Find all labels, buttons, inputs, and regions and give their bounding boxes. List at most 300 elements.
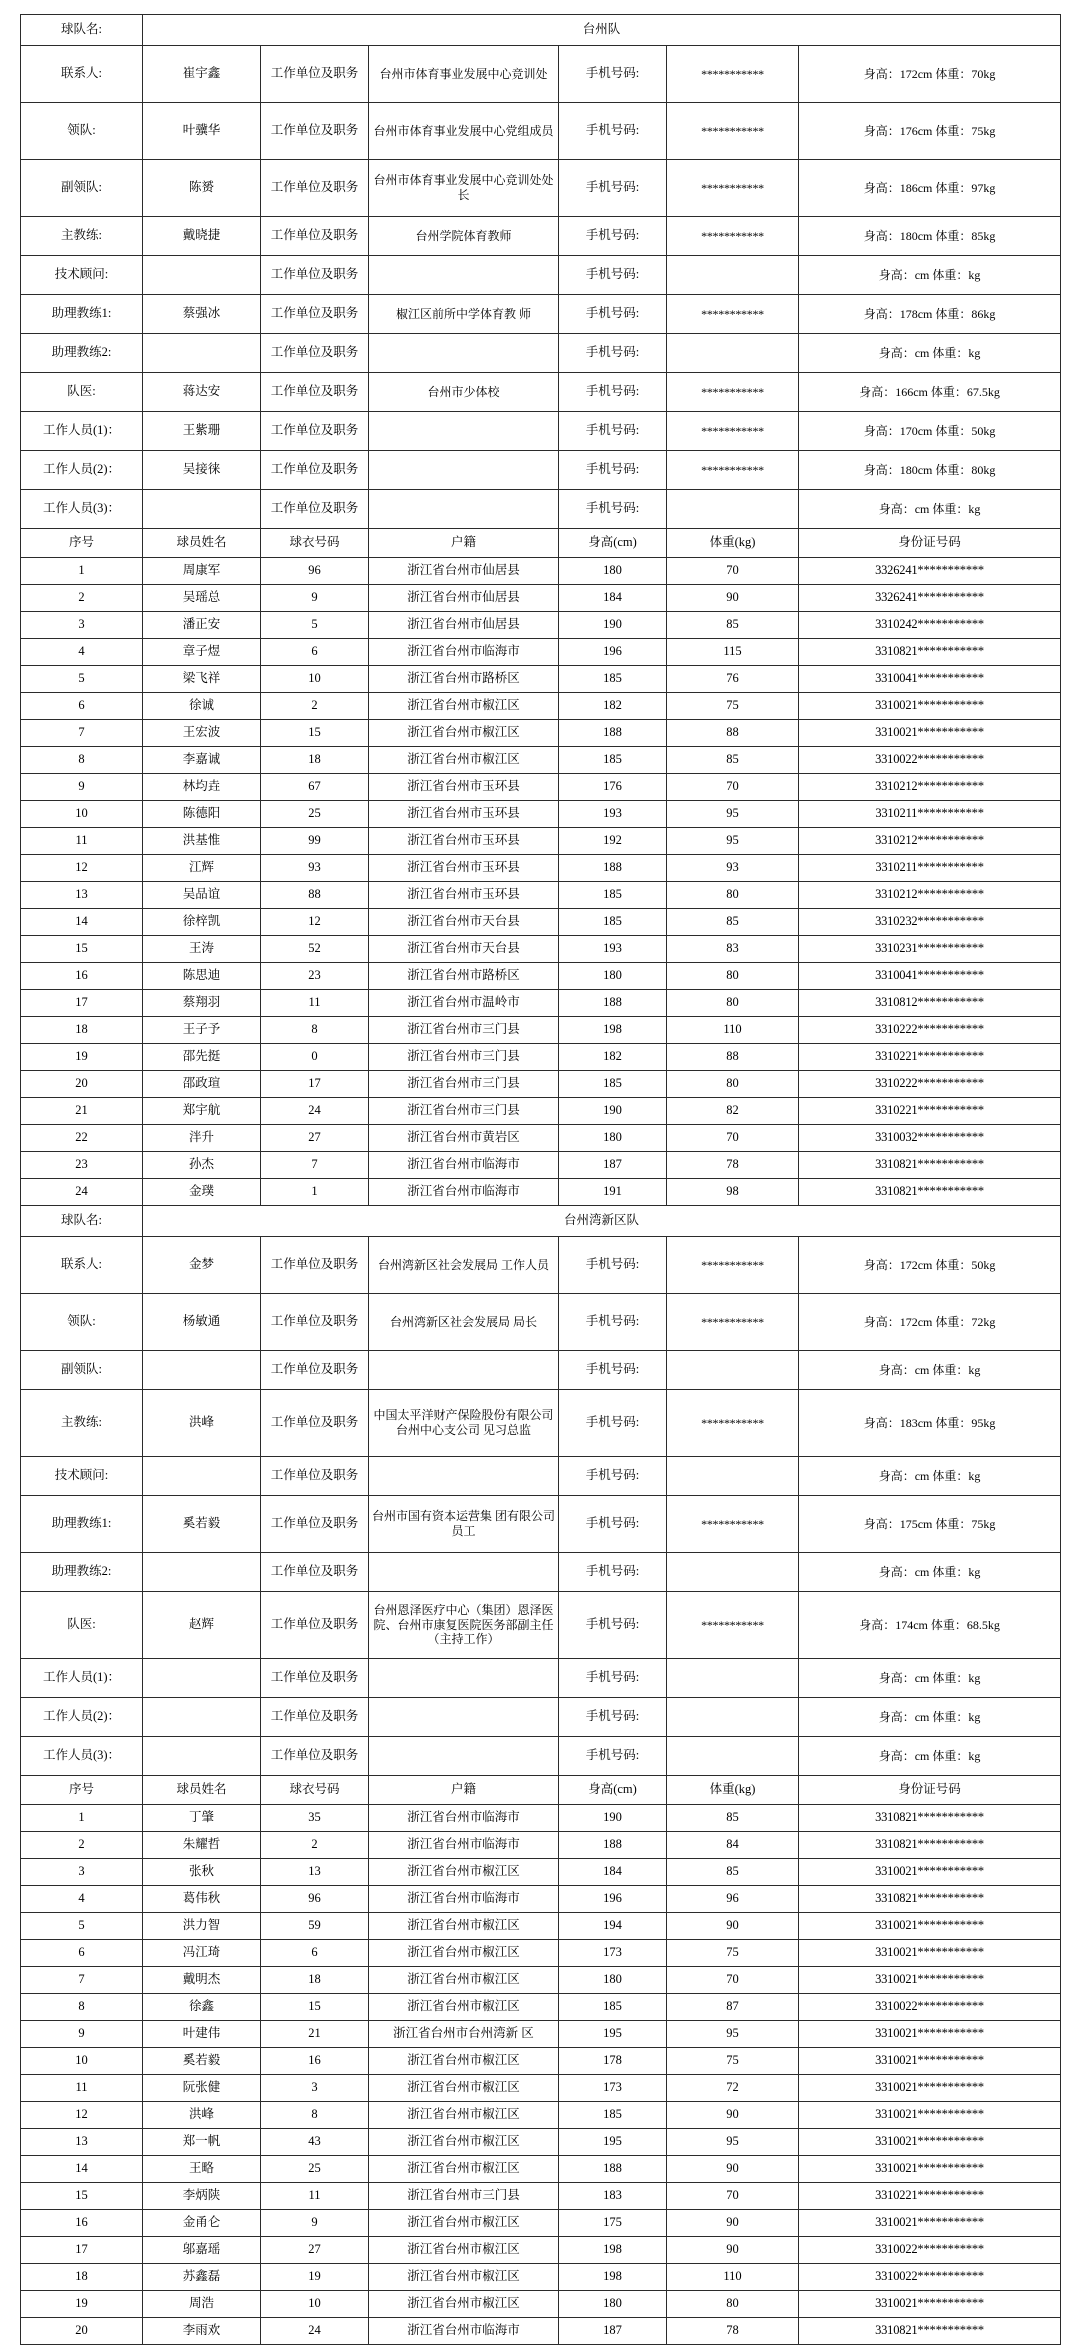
- player-index: 24: [21, 1179, 143, 1206]
- staff-phone-label: 手机号码:: [559, 46, 667, 103]
- player-column-header: 体重(kg): [667, 529, 799, 558]
- player-weight: 90: [667, 2210, 799, 2237]
- staff-name: [143, 490, 261, 529]
- team-name-label: 球队名:: [21, 15, 143, 46]
- player-row: [21, 1125, 1061, 1152]
- player-height: 182: [559, 693, 667, 720]
- player-height: 185: [559, 1071, 667, 1098]
- player-origin: 浙江省台州市黄岩区: [369, 1125, 559, 1152]
- staff-unit-value: 台州恩泽医疗中心（集团）恩泽医院、台州市康复医院医务部副主任（主持工作）: [369, 1592, 559, 1659]
- player-origin: 浙江省台州市临海市: [369, 639, 559, 666]
- player-origin: 浙江省台州市三门县: [369, 1044, 559, 1071]
- player-weight: 88: [667, 1044, 799, 1071]
- staff-unit-value: [369, 334, 559, 373]
- player-id-number: 3310821***********: [799, 1832, 1061, 1859]
- staff-unit-label: 工作单位及职务: [261, 1659, 369, 1698]
- player-shirt-number: 2: [261, 1832, 369, 1859]
- player-column-header: 户籍: [369, 529, 559, 558]
- player-column-header: 序号: [21, 1776, 143, 1805]
- player-index: 2: [21, 585, 143, 612]
- player-weight: 98: [667, 1179, 799, 1206]
- staff-name: 金梦: [143, 1237, 261, 1294]
- player-shirt-number: 15: [261, 1994, 369, 2021]
- player-height: 188: [559, 2156, 667, 2183]
- staff-name: [143, 1553, 261, 1592]
- staff-unit-value: 台州学院体育教师: [369, 217, 559, 256]
- player-origin: 浙江省台州市三门县: [369, 1098, 559, 1125]
- player-id-number: 3310221***********: [799, 1098, 1061, 1125]
- player-shirt-number: 11: [261, 2183, 369, 2210]
- staff-phone-value: ***********: [667, 1294, 799, 1351]
- staff-row: [21, 1237, 1061, 1294]
- player-name: 徐梓凯: [143, 909, 261, 936]
- staff-measure: 身高：166cm 体重：67.5kg: [799, 373, 1061, 412]
- player-index: 5: [21, 1913, 143, 1940]
- player-weight: 83: [667, 936, 799, 963]
- staff-phone-label: 手机号码:: [559, 1496, 667, 1553]
- player-id-number: 3310212***********: [799, 774, 1061, 801]
- staff-role-label: 副领队:: [21, 160, 143, 217]
- player-weight: 90: [667, 2156, 799, 2183]
- player-name: 王子予: [143, 1017, 261, 1044]
- player-name: 葛伟秋: [143, 1886, 261, 1913]
- player-row: [21, 1805, 1061, 1832]
- player-index: 22: [21, 1125, 143, 1152]
- staff-phone-value: [667, 1457, 799, 1496]
- staff-phone-label: 手机号码:: [559, 160, 667, 217]
- player-height: 173: [559, 2075, 667, 2102]
- player-id-number: 3310021***********: [799, 2129, 1061, 2156]
- staff-unit-label: 工作单位及职务: [261, 1294, 369, 1351]
- player-height: 191: [559, 1179, 667, 1206]
- staff-phone-value: ***********: [667, 1390, 799, 1457]
- player-weight: 70: [667, 558, 799, 585]
- player-origin: 浙江省台州市仙居县: [369, 558, 559, 585]
- staff-name: 吴接徕: [143, 451, 261, 490]
- player-id-number: 3310821***********: [799, 639, 1061, 666]
- staff-unit-value: [369, 1351, 559, 1390]
- player-origin: 浙江省台州市温岭市: [369, 990, 559, 1017]
- player-weight: 70: [667, 1967, 799, 1994]
- player-weight: 85: [667, 1859, 799, 1886]
- staff-measure: 身高：174cm 体重：68.5kg: [799, 1592, 1061, 1659]
- player-height: 184: [559, 1859, 667, 1886]
- staff-measure: 身高：172cm 体重：72kg: [799, 1294, 1061, 1351]
- player-origin: 浙江省台州市台州湾新 区: [369, 2021, 559, 2048]
- staff-phone-value: ***********: [667, 1496, 799, 1553]
- staff-phone-value: [667, 490, 799, 529]
- staff-unit-value: [369, 256, 559, 295]
- player-shirt-number: 9: [261, 2210, 369, 2237]
- staff-role-label: 工作人员(1)：: [21, 1659, 143, 1698]
- staff-unit-value: [369, 490, 559, 529]
- player-shirt-number: 21: [261, 2021, 369, 2048]
- player-origin: 浙江省台州市临海市: [369, 1832, 559, 1859]
- player-shirt-number: 3: [261, 2075, 369, 2102]
- player-id-number: 3310231***********: [799, 936, 1061, 963]
- staff-role-label: 工作人员(1)：: [21, 412, 143, 451]
- player-weight: 75: [667, 1940, 799, 1967]
- staff-measure: 身高：cm 体重：kg: [799, 334, 1061, 373]
- player-origin: 浙江省台州市椒江区: [369, 2237, 559, 2264]
- player-index: 12: [21, 855, 143, 882]
- player-name: 徐鑫: [143, 1994, 261, 2021]
- player-name: 李炳陕: [143, 2183, 261, 2210]
- player-index: 18: [21, 1017, 143, 1044]
- player-row: [21, 639, 1061, 666]
- player-row: [21, 936, 1061, 963]
- player-name: 蔡翔羽: [143, 990, 261, 1017]
- player-row: [21, 1994, 1061, 2021]
- roster-table: [20, 14, 1061, 2345]
- player-name: 金甬仑: [143, 2210, 261, 2237]
- player-weight: 76: [667, 666, 799, 693]
- player-index: 20: [21, 1071, 143, 1098]
- player-id-number: 3310021***********: [799, 1940, 1061, 1967]
- player-weight: 80: [667, 882, 799, 909]
- player-weight: 80: [667, 990, 799, 1017]
- player-origin: 浙江省台州市临海市: [369, 1152, 559, 1179]
- player-name: 洪力智: [143, 1913, 261, 1940]
- player-origin: 浙江省台州市椒江区: [369, 2156, 559, 2183]
- player-index: 10: [21, 801, 143, 828]
- player-shirt-number: 27: [261, 2237, 369, 2264]
- staff-name: 王紫珊: [143, 412, 261, 451]
- staff-measure: 身高：175cm 体重：75kg: [799, 1496, 1061, 1553]
- player-weight: 110: [667, 2264, 799, 2291]
- team-name-value: 台州队: [143, 15, 1061, 46]
- player-weight: 84: [667, 1832, 799, 1859]
- staff-name: [143, 1457, 261, 1496]
- player-height: 176: [559, 774, 667, 801]
- player-id-number: 3310021***********: [799, 720, 1061, 747]
- player-index: 23: [21, 1152, 143, 1179]
- player-weight: 85: [667, 1805, 799, 1832]
- player-row: [21, 909, 1061, 936]
- staff-measure: 身高：183cm 体重：95kg: [799, 1390, 1061, 1457]
- staff-name: [143, 256, 261, 295]
- staff-measure: 身高：cm 体重：kg: [799, 1659, 1061, 1698]
- staff-role-label: 队医:: [21, 373, 143, 412]
- staff-unit-label: 工作单位及职务: [261, 256, 369, 295]
- player-shirt-number: 23: [261, 963, 369, 990]
- staff-name: 叶骥华: [143, 103, 261, 160]
- player-shirt-number: 10: [261, 2291, 369, 2318]
- staff-role-label: 领队:: [21, 1294, 143, 1351]
- player-height: 178: [559, 2048, 667, 2075]
- staff-row: [21, 160, 1061, 217]
- player-name: 叶建伟: [143, 2021, 261, 2048]
- player-shirt-number: 35: [261, 1805, 369, 1832]
- team-name-row: [21, 1206, 1061, 1237]
- player-name: 林均垚: [143, 774, 261, 801]
- staff-name: 奚若毅: [143, 1496, 261, 1553]
- staff-role-label: 助理教练2:: [21, 1553, 143, 1592]
- staff-name: 陈赟: [143, 160, 261, 217]
- staff-row: [21, 1592, 1061, 1659]
- player-origin: 浙江省台州市临海市: [369, 1886, 559, 1913]
- staff-phone-value: [667, 1659, 799, 1698]
- player-name: 邬嘉瑶: [143, 2237, 261, 2264]
- player-name: 苏鑫磊: [143, 2264, 261, 2291]
- player-height: 185: [559, 2102, 667, 2129]
- player-name: 洪基惟: [143, 828, 261, 855]
- staff-row: [21, 373, 1061, 412]
- staff-unit-value: 台州湾新区社会发展局 局长: [369, 1294, 559, 1351]
- player-shirt-number: 25: [261, 801, 369, 828]
- player-row: [21, 882, 1061, 909]
- staff-unit-label: 工作单位及职务: [261, 490, 369, 529]
- player-name: 泮升: [143, 1125, 261, 1152]
- player-height: 192: [559, 828, 667, 855]
- player-id-number: 3310232***********: [799, 909, 1061, 936]
- staff-unit-label: 工作单位及职务: [261, 103, 369, 160]
- player-name: 章子煜: [143, 639, 261, 666]
- player-index: 14: [21, 909, 143, 936]
- staff-measure: 身高：178cm 体重：86kg: [799, 295, 1061, 334]
- staff-row: [21, 1351, 1061, 1390]
- player-id-number: 3310021***********: [799, 2021, 1061, 2048]
- player-shirt-number: 88: [261, 882, 369, 909]
- player-height: 193: [559, 801, 667, 828]
- staff-unit-label: 工作单位及职务: [261, 1592, 369, 1659]
- staff-phone-label: 手机号码:: [559, 1237, 667, 1294]
- staff-role-label: 工作人员(2)：: [21, 1698, 143, 1737]
- player-column-header: 身高(cm): [559, 529, 667, 558]
- player-weight: 90: [667, 2237, 799, 2264]
- player-height: 185: [559, 1994, 667, 2021]
- player-column-header: 身份证号码: [799, 529, 1061, 558]
- player-shirt-number: 11: [261, 990, 369, 1017]
- staff-unit-value: [369, 1659, 559, 1698]
- player-weight: 80: [667, 2291, 799, 2318]
- staff-name: 蒋达安: [143, 373, 261, 412]
- player-name: 丁肇: [143, 1805, 261, 1832]
- player-height: 185: [559, 666, 667, 693]
- staff-phone-value: ***********: [667, 412, 799, 451]
- player-height: 188: [559, 720, 667, 747]
- player-weight: 75: [667, 2048, 799, 2075]
- player-height: 175: [559, 2210, 667, 2237]
- player-shirt-number: 96: [261, 558, 369, 585]
- player-origin: 浙江省台州市椒江区: [369, 1994, 559, 2021]
- player-weight: 95: [667, 2129, 799, 2156]
- player-id-number: 3310211***********: [799, 855, 1061, 882]
- player-weight: 87: [667, 1994, 799, 2021]
- player-index: 7: [21, 1967, 143, 1994]
- staff-measure: 身高：180cm 体重：85kg: [799, 217, 1061, 256]
- player-height: 185: [559, 747, 667, 774]
- player-height: 182: [559, 1044, 667, 1071]
- player-shirt-number: 1: [261, 1179, 369, 1206]
- player-weight: 95: [667, 801, 799, 828]
- player-id-number: 3310032***********: [799, 1125, 1061, 1152]
- player-name: 郑宇航: [143, 1098, 261, 1125]
- staff-row: [21, 412, 1061, 451]
- player-index: 9: [21, 2021, 143, 2048]
- staff-unit-label: 工作单位及职务: [261, 373, 369, 412]
- player-shirt-number: 67: [261, 774, 369, 801]
- player-row: [21, 2156, 1061, 2183]
- staff-measure: 身高：cm 体重：kg: [799, 1457, 1061, 1496]
- staff-measure: 身高：cm 体重：kg: [799, 490, 1061, 529]
- player-id-number: 3310222***********: [799, 1017, 1061, 1044]
- player-id-number: 3310021***********: [799, 1967, 1061, 1994]
- player-id-number: 3310021***********: [799, 2156, 1061, 2183]
- player-weight: 88: [667, 720, 799, 747]
- player-origin: 浙江省台州市椒江区: [369, 2075, 559, 2102]
- player-origin: 浙江省台州市临海市: [369, 2318, 559, 2345]
- player-height: 188: [559, 855, 667, 882]
- player-shirt-number: 7: [261, 1152, 369, 1179]
- player-row: [21, 2021, 1061, 2048]
- player-shirt-number: 93: [261, 855, 369, 882]
- player-row: [21, 1859, 1061, 1886]
- player-weight: 70: [667, 774, 799, 801]
- staff-name: 蔡强冰: [143, 295, 261, 334]
- player-origin: 浙江省台州市临海市: [369, 1805, 559, 1832]
- staff-phone-value: ***********: [667, 103, 799, 160]
- player-shirt-number: 5: [261, 612, 369, 639]
- player-name: 邵政瑄: [143, 1071, 261, 1098]
- player-origin: 浙江省台州市椒江区: [369, 1940, 559, 1967]
- player-name: 李雨欢: [143, 2318, 261, 2345]
- staff-phone-value: [667, 256, 799, 295]
- player-id-number: 3310821***********: [799, 1179, 1061, 1206]
- staff-measure: 身高：cm 体重：kg: [799, 1698, 1061, 1737]
- staff-phone-value: [667, 1737, 799, 1776]
- player-row: [21, 612, 1061, 639]
- player-column-header: 身份证号码: [799, 1776, 1061, 1805]
- staff-unit-label: 工作单位及职务: [261, 1237, 369, 1294]
- staff-role-label: 队医:: [21, 1592, 143, 1659]
- players-header-row: [21, 1776, 1061, 1805]
- staff-unit-value: [369, 1737, 559, 1776]
- staff-unit-label: 工作单位及职务: [261, 217, 369, 256]
- staff-phone-label: 手机号码:: [559, 295, 667, 334]
- staff-row: [21, 1659, 1061, 1698]
- player-weight: 85: [667, 747, 799, 774]
- player-weight: 70: [667, 1125, 799, 1152]
- player-name: 梁飞祥: [143, 666, 261, 693]
- player-name: 江辉: [143, 855, 261, 882]
- staff-row: [21, 1553, 1061, 1592]
- player-row: [21, 1152, 1061, 1179]
- staff-unit-label: 工作单位及职务: [261, 1496, 369, 1553]
- player-row: [21, 1940, 1061, 1967]
- player-origin: 浙江省台州市椒江区: [369, 720, 559, 747]
- staff-unit-value: 台州市国有资本运营集 团有限公司 员工: [369, 1496, 559, 1553]
- player-row: [21, 585, 1061, 612]
- player-shirt-number: 8: [261, 1017, 369, 1044]
- player-origin: 浙江省台州市椒江区: [369, 2102, 559, 2129]
- player-weight: 93: [667, 855, 799, 882]
- staff-row: [21, 256, 1061, 295]
- staff-phone-label: 手机号码:: [559, 1698, 667, 1737]
- player-origin: 浙江省台州市玉环县: [369, 855, 559, 882]
- player-row: [21, 855, 1061, 882]
- staff-unit-value: [369, 1698, 559, 1737]
- staff-phone-label: 手机号码:: [559, 1351, 667, 1390]
- player-shirt-number: 19: [261, 2264, 369, 2291]
- player-weight: 75: [667, 693, 799, 720]
- player-row: [21, 1017, 1061, 1044]
- staff-phone-value: ***********: [667, 1592, 799, 1659]
- staff-name: 赵辉: [143, 1592, 261, 1659]
- player-name: 金璞: [143, 1179, 261, 1206]
- staff-row: [21, 1294, 1061, 1351]
- staff-unit-value: [369, 1457, 559, 1496]
- staff-phone-label: 手机号码:: [559, 1737, 667, 1776]
- player-id-number: 3310812***********: [799, 990, 1061, 1017]
- player-weight: 90: [667, 2102, 799, 2129]
- staff-phone-label: 手机号码:: [559, 1659, 667, 1698]
- player-name: 朱耀哲: [143, 1832, 261, 1859]
- player-index: 9: [21, 774, 143, 801]
- player-id-number: 3310221***********: [799, 2183, 1061, 2210]
- player-weight: 72: [667, 2075, 799, 2102]
- player-height: 173: [559, 1940, 667, 1967]
- staff-unit-value: 台州市体育事业发展中心竞训处处长: [369, 160, 559, 217]
- player-shirt-number: 15: [261, 720, 369, 747]
- player-row: [21, 1098, 1061, 1125]
- player-origin: 浙江省台州市椒江区: [369, 2210, 559, 2237]
- staff-row: [21, 1737, 1061, 1776]
- player-column-header: 体重(kg): [667, 1776, 799, 1805]
- player-height: 180: [559, 1125, 667, 1152]
- player-index: 2: [21, 1832, 143, 1859]
- player-shirt-number: 52: [261, 936, 369, 963]
- player-column-header: 球衣号码: [261, 529, 369, 558]
- player-shirt-number: 12: [261, 909, 369, 936]
- player-index: 7: [21, 720, 143, 747]
- player-height: 184: [559, 585, 667, 612]
- player-shirt-number: 27: [261, 1125, 369, 1152]
- player-origin: 浙江省台州市三门县: [369, 1017, 559, 1044]
- staff-name: 戴晓捷: [143, 217, 261, 256]
- player-weight: 115: [667, 639, 799, 666]
- player-height: 187: [559, 2318, 667, 2345]
- team-name-row: [21, 15, 1061, 46]
- staff-phone-label: 手机号码:: [559, 256, 667, 295]
- staff-name: [143, 1737, 261, 1776]
- player-row: [21, 2291, 1061, 2318]
- player-index: 5: [21, 666, 143, 693]
- player-index: 3: [21, 612, 143, 639]
- player-origin: 浙江省台州市椒江区: [369, 2264, 559, 2291]
- staff-row: [21, 1457, 1061, 1496]
- player-origin: 浙江省台州市天台县: [369, 909, 559, 936]
- player-name: 陈德阳: [143, 801, 261, 828]
- player-id-number: 3310821***********: [799, 1805, 1061, 1832]
- staff-role-label: 联系人:: [21, 1237, 143, 1294]
- staff-phone-value: [667, 1351, 799, 1390]
- player-row: [21, 666, 1061, 693]
- player-id-number: 3310222***********: [799, 1071, 1061, 1098]
- player-id-number: 3310021***********: [799, 2102, 1061, 2129]
- player-height: 193: [559, 936, 667, 963]
- player-index: 11: [21, 828, 143, 855]
- player-shirt-number: 9: [261, 585, 369, 612]
- player-shirt-number: 99: [261, 828, 369, 855]
- player-index: 16: [21, 2210, 143, 2237]
- staff-phone-label: 手机号码:: [559, 490, 667, 529]
- player-height: 195: [559, 2129, 667, 2156]
- player-shirt-number: 6: [261, 639, 369, 666]
- player-row: [21, 2129, 1061, 2156]
- player-row: [21, 2183, 1061, 2210]
- player-column-header: 户籍: [369, 1776, 559, 1805]
